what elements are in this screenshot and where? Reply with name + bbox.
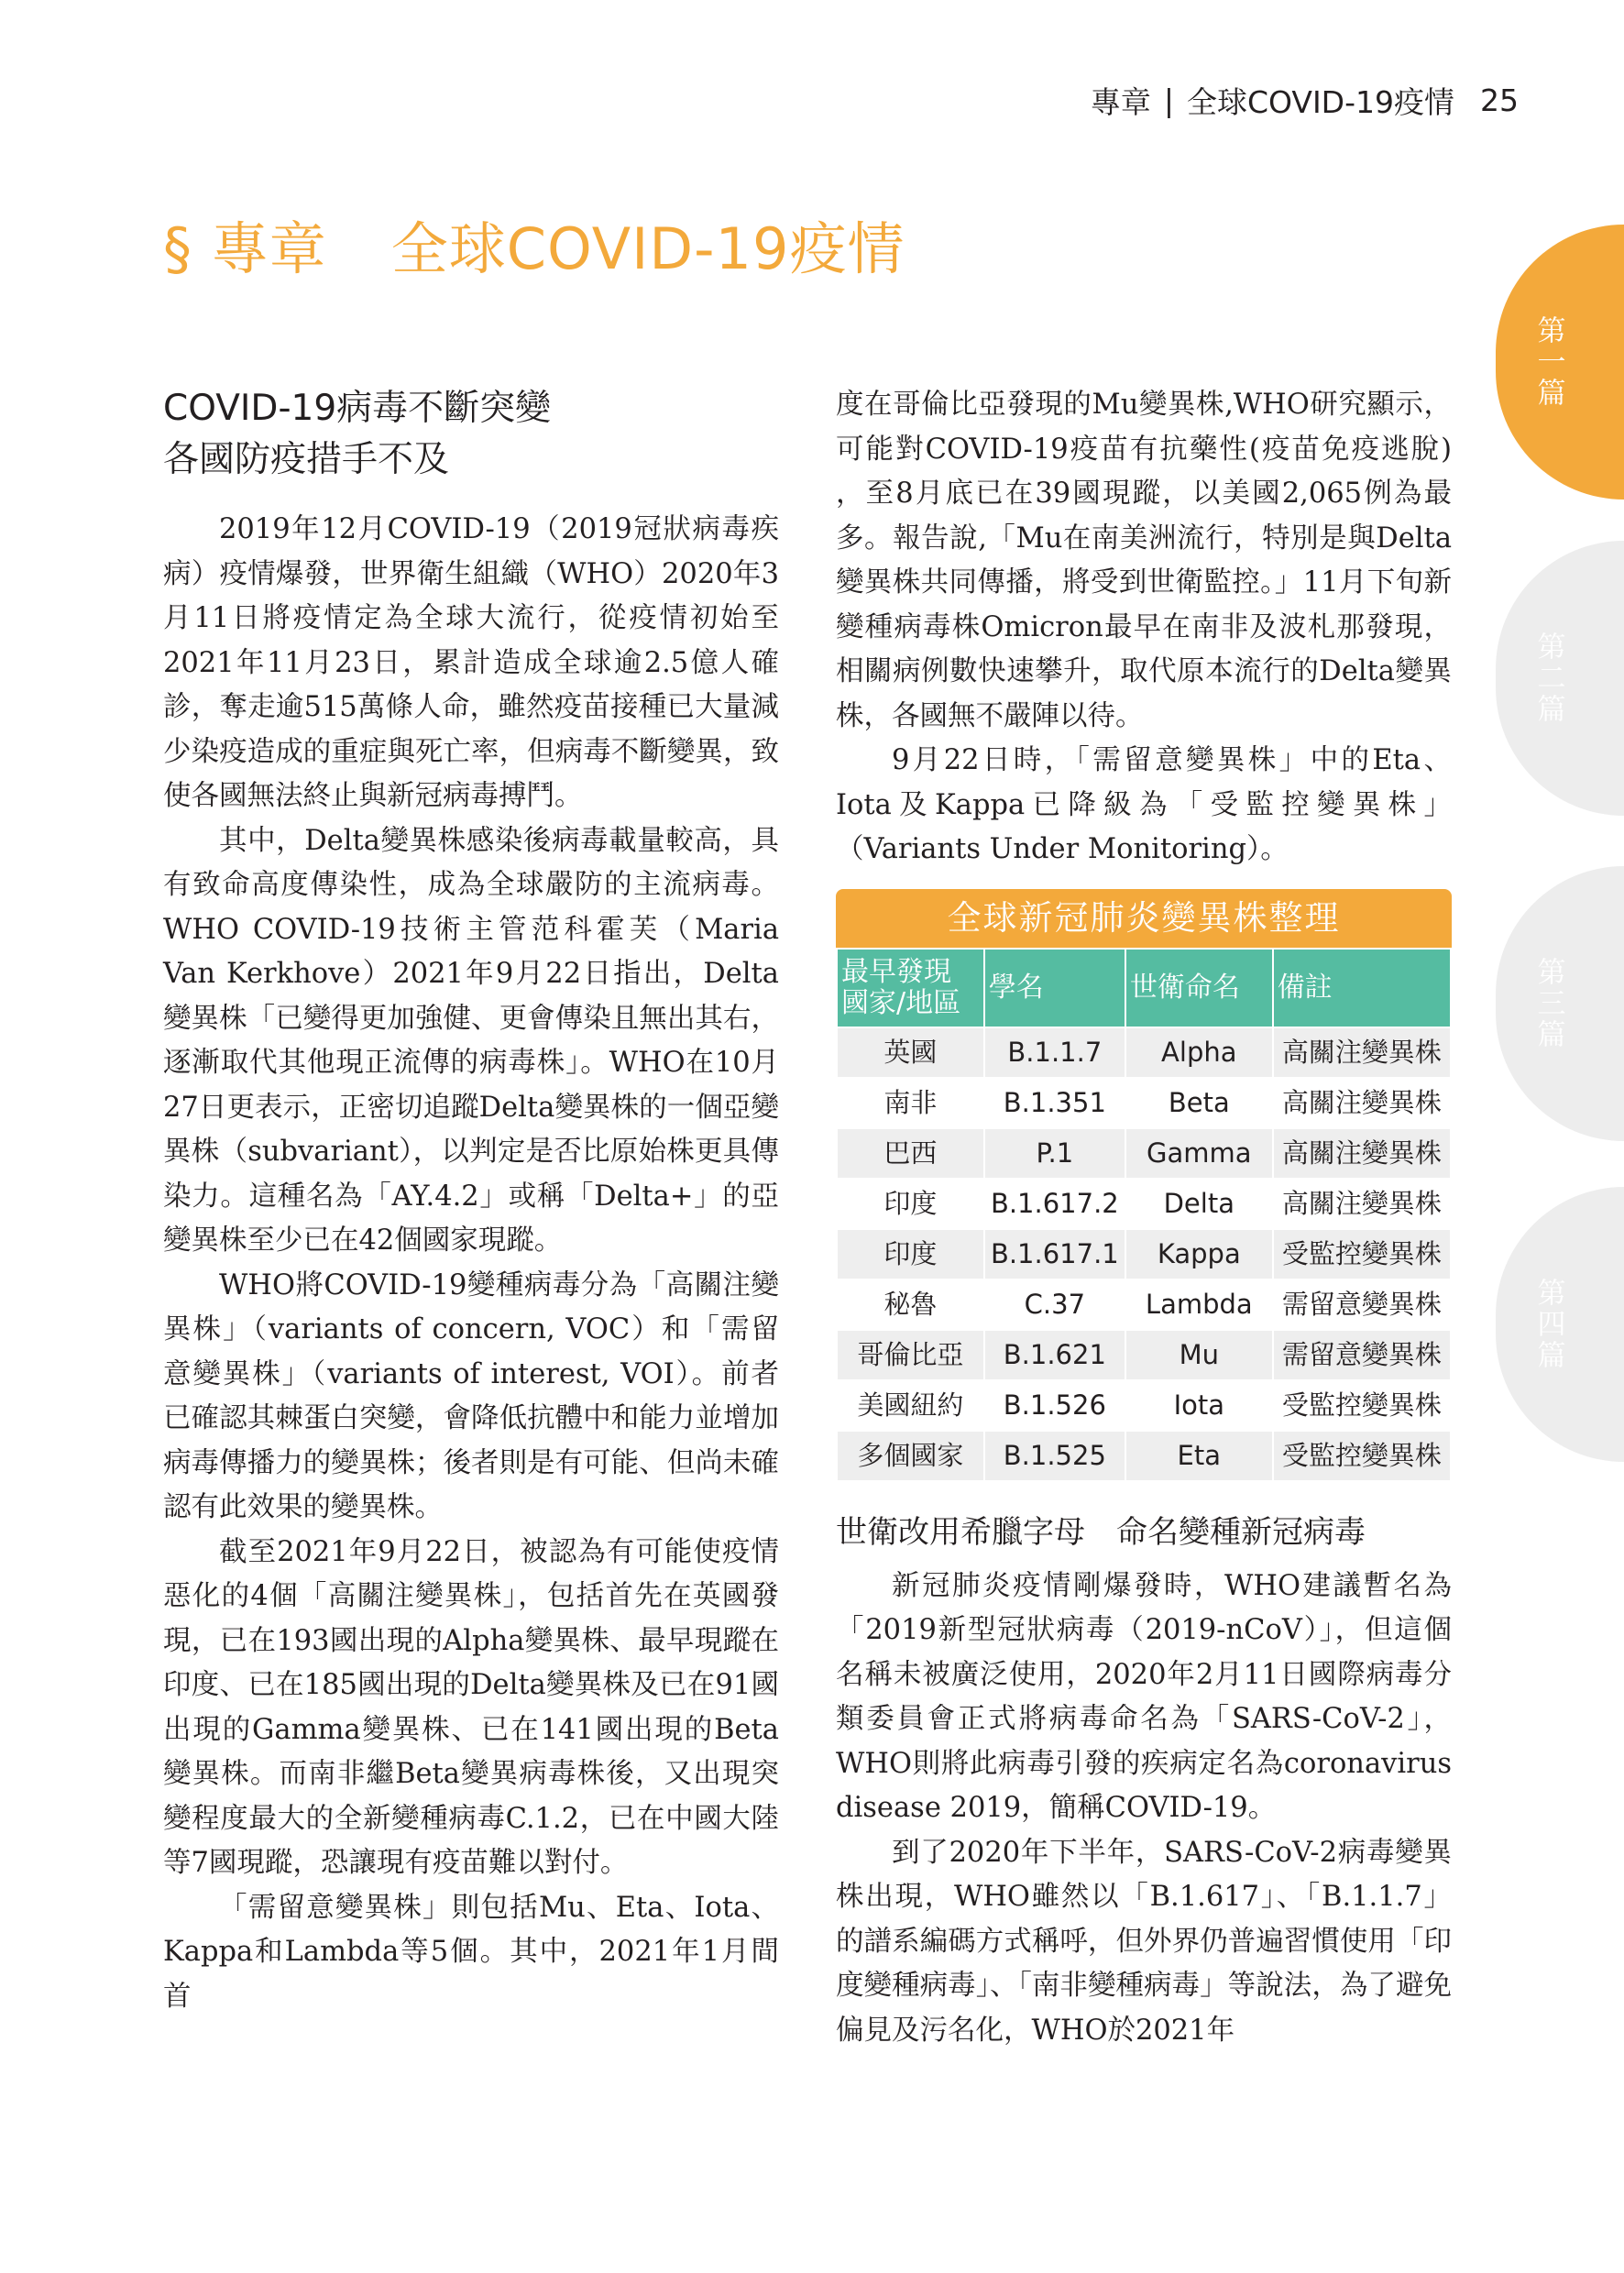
left-column [163,383,779,2019]
cell-who-name: Kappa [1125,1229,1273,1279]
tab-part-2-label: 第二篇 [1531,631,1565,725]
table-header-row [837,949,1451,1027]
table-row [837,1078,1451,1128]
cell-who-name: Gamma [1125,1128,1273,1179]
article-heading-line2: 各國防疫措手不及 [163,439,450,480]
cell-country: 多個國家 [837,1431,984,1481]
cell-country: 印度 [837,1179,984,1229]
running-head-section: 專章 [1090,83,1151,120]
table-row [837,1229,1451,1279]
cell-note: 受監控變異株 [1273,1380,1451,1431]
paragraph-3: WHO將COVID-19變種病毒分為「高關注變異株」（variants of concern, VOC）和「需留意變異株」（variants of interest, VOI）。前者已確認其棘蛋白突變，會降低抗體中和能力並增加病毒傳播力的變異株；後者則是有可能、但尚未確認有此效果的變異株。 [163,1268,779,1523]
table-row [837,1431,1451,1481]
cell-scientific-name: B.1.621 [984,1330,1125,1380]
chapter-title-part1: 專章 [211,215,327,282]
col-header-who-name: 世衛命名 [1125,949,1273,1027]
section-heading-greek-naming: 世衛改用希臘字母 命名變種新冠病毒 [836,1513,1366,1551]
cell-country: 秘魯 [837,1279,984,1330]
cell-who-name: Alpha [1125,1027,1273,1078]
tab-part-1-label: 第一篇 [1531,315,1565,409]
cell-who-name: Lambda [1125,1279,1273,1330]
cell-who-name: Delta [1125,1179,1273,1229]
variants-table [836,948,1452,1482]
cell-note: 需留意變異株 [1273,1330,1451,1380]
cell-scientific-name: B.1.526 [984,1380,1125,1431]
paragraph-2: 其中，Delta變異株感染後病毒載量較高，具有致命高度傳染性，成為全球嚴防的主流病毒。WHO COVID-19技術主管范科霍芙（Maria Van Kerkhove）2021年9月22日指出，Delta變異株「已變得更加強健、更會傳染且無出其右，逐漸取代其他現正流傳的病毒株」。WHO在10月27日更表示，正密切追蹤Delta變異株的一個亞變異株（subvariant），以判定是否比原始株更具傳染力。這種名為「AY.4.2」或稱「Delta+」的亞變異株至少已在42個國家現蹤。 [163,824,779,1257]
col-header-scientific-name: 學名 [984,949,1125,1027]
page-number: 25 [1480,82,1519,118]
cell-who-name: Eta [1125,1431,1273,1481]
col-header-country: 最早發現 國家/地區 [837,949,984,1027]
right-column [836,383,1452,2053]
cell-scientific-name: C.37 [984,1279,1125,1330]
cell-country: 哥倫比亞 [837,1330,984,1380]
cell-note: 高關注變異株 [1273,1179,1451,1229]
tab-part-3-label: 第三篇 [1531,957,1565,1050]
paragraph-8: 新冠肺炎疫情剛爆發時，WHO建議暫名為「2019新型冠狀病毒（2019-nCoV）」，但這個名稱未被廣泛使用，2020年2月11日國際病毒分類委員會正式將病毒命名為「SARS-CoV-2」，WHO則將此病毒引發的疾病定名為coronavirus disease 2019，簡稱COVID-19。 [836,1569,1452,1824]
cell-country: 英國 [837,1027,984,1078]
paragraph-4: 截至2021年9月22日，被認為有可能使疫情惡化的4個「高關注變異株」，包括首先在英國發現，已在193國出現的Alpha變異株、最早現蹤在印度、已在185國出現的Delta變異株及已在91國出現的Gamma變異株、已在141國出現的Beta變異株。而南非繼Beta變異病毒株後，又出現突變程度最大的全新變種病毒C.1.2，已在中國大陸等7國現蹤，恐讓現有疫苗難以對付。 [163,1535,779,1879]
cell-scientific-name: B.1.1.7 [984,1027,1125,1078]
cell-note: 高關注變異株 [1273,1027,1451,1078]
cell-scientific-name: B.1.351 [984,1078,1125,1128]
table-row [837,1279,1451,1330]
paragraph-9: 到了2020年下半年，SARS-CoV-2病毒變異株出現，WHO雖然以「B.1.617」、「B.1.1.7」的譜系編碼方式稱呼，但外界仍普遍習慣使用「印度變種病毒」、「南非變種病毒」等說法，為了避免偏見及污名化，WHO於2021年 [836,1836,1452,2047]
cell-scientific-name: B.1.525 [984,1431,1125,1481]
cell-who-name: Beta [1125,1078,1273,1128]
chapter-title-part2: 全球COVID-19疫情 [390,215,905,282]
article-heading-line1: COVID-19病毒不斷突變 [163,388,552,429]
running-head [1091,77,1519,123]
cell-scientific-name: B.1.617.2 [984,1179,1125,1229]
tab-part-1[interactable] [1496,225,1624,500]
cell-note: 高關注變異株 [1273,1128,1451,1179]
cell-note: 受監控變異株 [1273,1229,1451,1279]
cell-who-name: Iota [1125,1380,1273,1431]
running-head-separator: | [1163,82,1174,118]
table-row [837,1380,1451,1431]
cell-note: 受監控變異株 [1273,1431,1451,1481]
cell-note: 高關注變異株 [1273,1078,1451,1128]
running-head-topic: 全球COVID-19疫情 [1186,83,1454,120]
tab-part-3[interactable] [1496,866,1624,1141]
table-row [837,1027,1451,1078]
cell-note: 需留意變異株 [1273,1279,1451,1330]
tab-part-4[interactable] [1496,1187,1624,1462]
variants-table-box [836,889,1452,1482]
cell-scientific-name: B.1.617.1 [984,1229,1125,1279]
cell-who-name: Mu [1125,1330,1273,1380]
cell-scientific-name: P.1 [984,1128,1125,1179]
table-row [837,1179,1451,1229]
paragraph-7: 9月22日時，「需留意變異株」中的Eta、Iota及Kappa已降級為「受監控變異株」（Variants Under Monitoring）。 [836,744,1452,865]
table-title: 全球新冠肺炎變異株整理 [836,889,1452,948]
table-row [837,1128,1451,1179]
paragraph-5: 「需留意變異株」則包括Mu、Eta、Iota、Kappa和Lambda等5個。其中，2021年1月間首 [163,1891,779,2013]
paragraph-6: 度在哥倫比亞發現的Mu變異株,WHO研究顯示，可能對COVID-19疫苗有抗藥性(疫苗免疫逃脫) ，至8月底已在39國現蹤，以美國2,065例為最多。報告說,「Mu在南美洲流行，特別是與Delta變異株共同傳播，將受到世衛監控。」11月下旬新變種病毒株Omicron最早在南非及波札那發現，相關病例數快速攀升，取代原本流行的Delta變異株，各國無不嚴陣以待。 [836,389,1452,732]
tab-part-2[interactable] [1496,541,1624,816]
tab-part-4-label: 第四篇 [1531,1278,1565,1371]
section-symbol: § [163,215,192,282]
chapter-title [163,203,905,285]
table-row [837,1330,1451,1380]
cell-country: 美國紐約 [837,1380,984,1431]
cell-country: 巴西 [837,1128,984,1179]
article-heading [163,383,779,486]
col-header-note: 備註 [1273,949,1451,1027]
cell-country: 南非 [837,1078,984,1128]
paragraph-1: 2019年12月COVID-19（2019冠狀病毒疾病）疫情爆發，世界衛生組織（WHO）2020年3月11日將疫情定為全球大流行，從疫情初始至2021年11月23日，累計造成全球逾2.5億人確診，奪走逾515萬條人命，雖然疫苗接種已大量減少染疫造成的重症與死亡率，但病毒不斷變異，致使各國無法終止與新冠病毒搏鬥。 [163,513,779,812]
cell-country: 印度 [837,1229,984,1279]
